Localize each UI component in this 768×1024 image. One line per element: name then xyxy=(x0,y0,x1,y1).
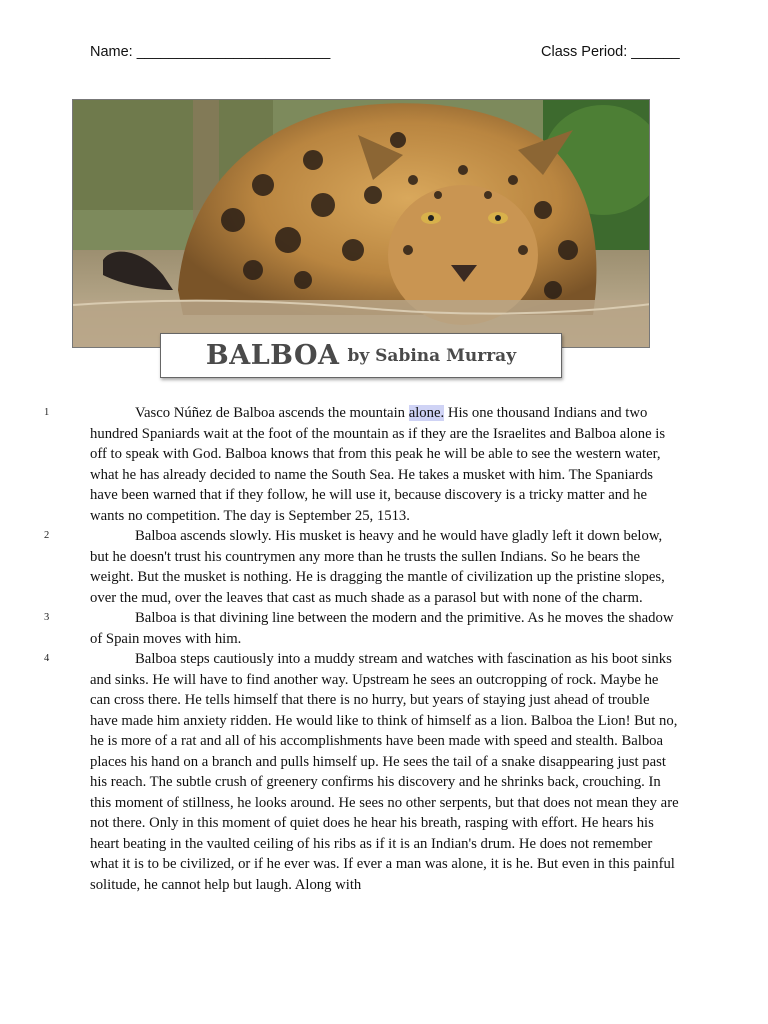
paragraph-4 xyxy=(0,649,768,895)
worksheet-header xyxy=(0,44,768,66)
paragraph-number: 2 xyxy=(44,530,50,541)
story-author: by Sabina Murray xyxy=(347,345,517,366)
class-period-field: Class Period: ______ xyxy=(541,44,680,60)
name-field: Name: ________________________ xyxy=(90,44,331,60)
paragraph-text xyxy=(90,403,680,526)
jaguar-illustration xyxy=(73,100,650,348)
paragraph-number: 4 xyxy=(44,653,50,664)
paragraph-number: 1 xyxy=(44,407,50,418)
story-text xyxy=(0,403,768,895)
paragraph-text-rest: His one thousand Indians and two hundred Spaniards wait at the foot of the mountain as if they are the Israelites and Balboa alone is off to speak with God. Balboa knows that from this peak he will be able to see the western water, what he has already decided to name the South Sea. He takes a musket with him. The Spaniards have been warned that if they follow, he will use it, because discovery is a tricky matter and he wants no competition. The day is September 25, 1513. xyxy=(90,405,666,524)
story-title-box xyxy=(160,333,562,378)
paragraph-text-start: Vasco Núñez de Balboa ascends the mountain xyxy=(135,405,409,421)
paragraph-3 xyxy=(0,608,768,649)
paragraph-2 xyxy=(0,526,768,608)
paragraph-1 xyxy=(0,403,768,526)
paragraph-number: 3 xyxy=(44,612,50,623)
jaguar-photo xyxy=(72,99,650,348)
paragraph-text: Balboa is that divining line between the modern and the primitive. As he moves the shadow of Spain moves with him. xyxy=(90,610,674,647)
story-title: BALBOA xyxy=(205,340,340,371)
paragraph-text: Balboa ascends slowly. His musket is heavy and he would have gladly left it down below, but he doesn't trust his countrymen any more than he trusts the sullen Indians. So he bears the weight. But the musket is nothing. He is dragging the mantle of civilization up the pristine slopes, over the mud, over the leaves that cast as much shade as a parasol but with none of the charm. xyxy=(90,528,665,606)
paragraph-text: Balboa steps cautiously into a muddy stream and watches with fascination as his boot sinks and sinks. He will have to find another way. Upstream he sees an outcropping of rock. Maybe he can cross there. He tells himself that there is no hurry, but years of staying just ahead of trouble have made him anxiety ridden. He would like to think of himself as a lion. Balboa the Lion! But no, he is more of a rat and all of his accomplishments have been made with speed and stealth. Balboa places his hand on a branch and pulls himself up. He sees the tail of a snake disappearing just past his reach. The subtle crush of greenery confirms his discovery and he shrinks back, crouching. In this moment of stillness, he looks around. He sees no other serpents, but that does not mean they are not there. Only in this moment of quiet does he hear his breath, rasping with effort. He hears his heart beating in the vaulted ceiling of his ribs as if it is an Indian's drum. He does not remember what it is to be civilized, or if he ever was. If ever a man was alone, it is he. But even in this painful solitude, he cannot help but laugh. Along with xyxy=(90,651,679,893)
highlighted-word[interactable]: alone. xyxy=(408,405,445,421)
